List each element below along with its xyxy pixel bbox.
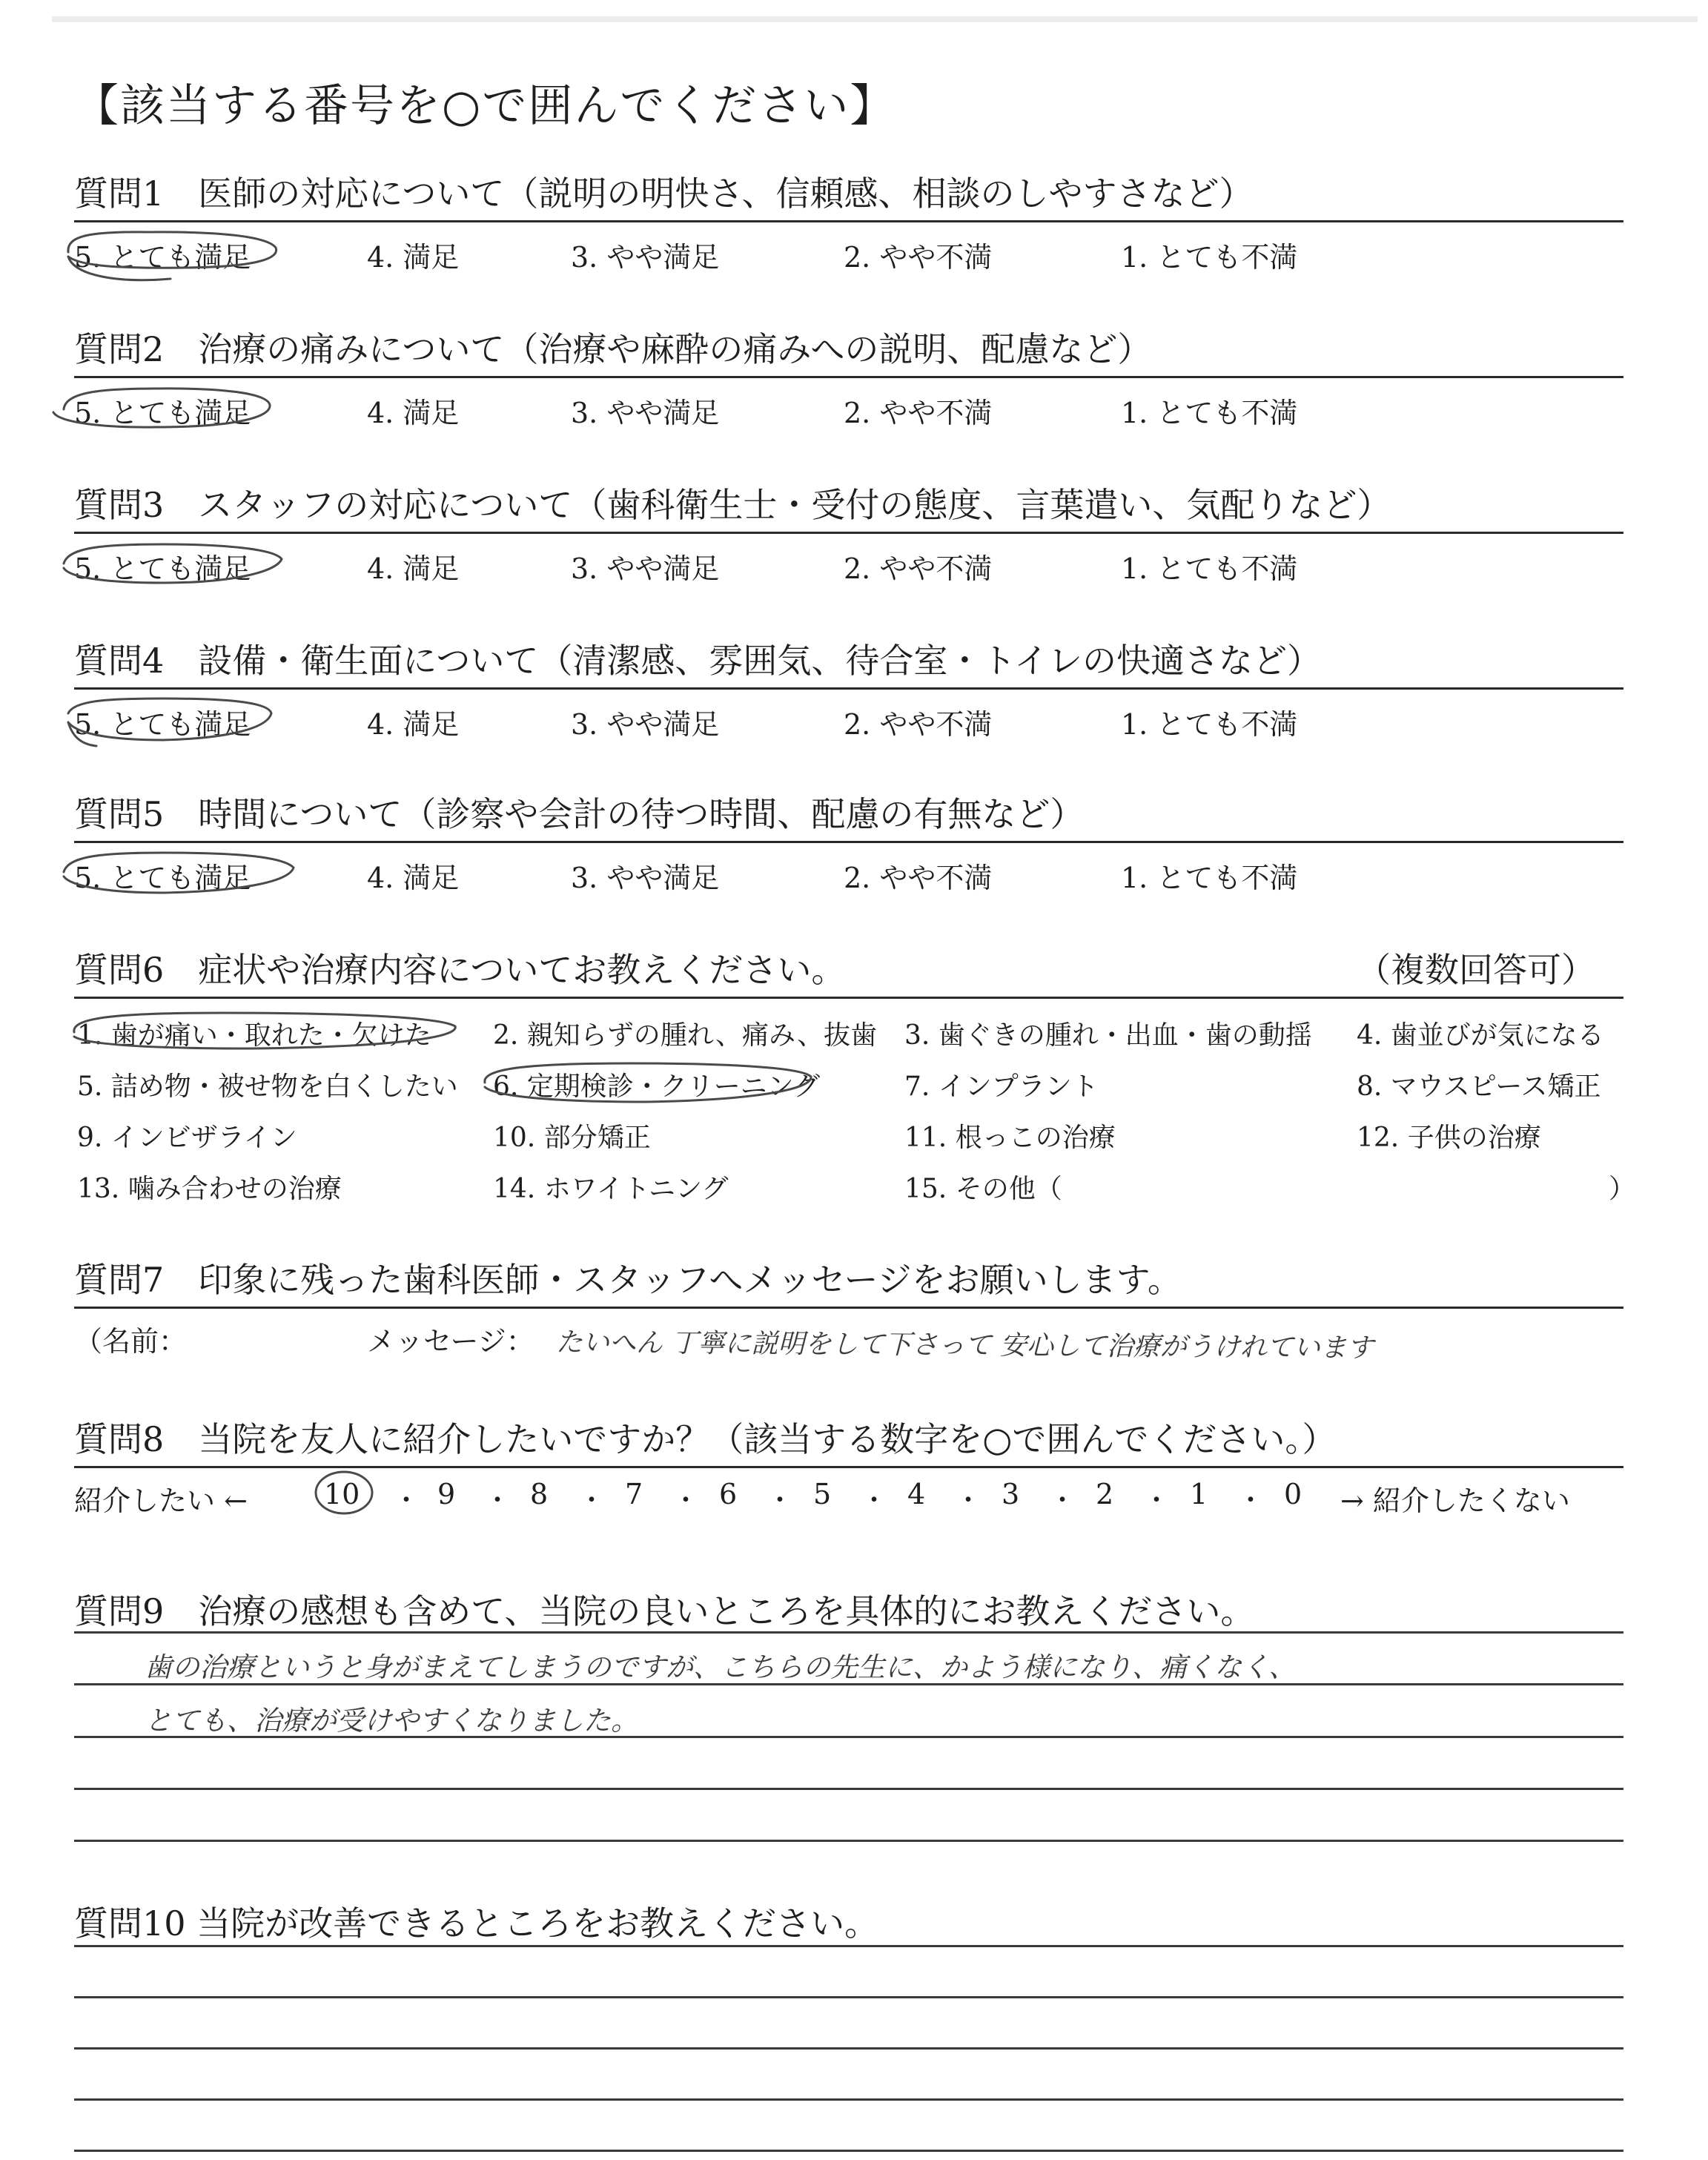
q3-selection-circle xyxy=(64,544,282,583)
scale-0[interactable]: 0 xyxy=(1284,1478,1302,1510)
q2-option-4[interactable]: 4. 満足 xyxy=(367,397,460,429)
scale-separator: ・ xyxy=(1237,1485,1265,1516)
q6-option-15-close: ） xyxy=(1609,1174,1636,1204)
question-4-title: 質問4 設備・衛生面について（清潔感、雰囲気、待合室・トイレの快適さなど） xyxy=(74,641,1322,681)
question-8-title: 質問8 当院を友人に紹介したいですか？（該当する数字を○で囲んでください。） xyxy=(74,1419,1337,1459)
multiple-answers-note: （複数回答可） xyxy=(1357,950,1595,990)
q3-option-2[interactable]: 2. やや不満 xyxy=(844,552,993,585)
handwritten-answer-line-1: 歯の治療というと身がまえてしまうのですが、こちらの先生に、かよう様になり、痛くなく、 xyxy=(145,1651,1297,1683)
q6-option-4[interactable]: 4. 歯並びが気になる xyxy=(1357,1020,1604,1051)
q4-option-3[interactable]: 3. やや満足 xyxy=(571,708,720,741)
q4-option-1[interactable]: 1. とても不満 xyxy=(1121,708,1298,741)
q6-option-1[interactable]: 1. 歯が痛い・取れた・欠けた xyxy=(77,1020,431,1051)
q6-option-3[interactable]: 3. 歯ぐきの腫れ・出血・歯の動揺 xyxy=(904,1020,1312,1051)
q4-option-5[interactable]: 5. とても満足 xyxy=(74,708,251,741)
q1-selection-circle xyxy=(68,232,277,280)
question-7-title: 質問7 印象に残った歯科医師・スタッフへメッセージをお願いします。 xyxy=(74,1260,1182,1300)
scale-1[interactable]: 1 xyxy=(1190,1478,1208,1510)
q3-option-5[interactable]: 5. とても満足 xyxy=(74,552,251,585)
scale-separator: ・ xyxy=(578,1485,606,1516)
q1-option-4[interactable]: 4. 満足 xyxy=(367,241,460,274)
q5-option-2[interactable]: 2. やや不満 xyxy=(844,862,993,894)
q2-option-1[interactable]: 1. とても不満 xyxy=(1121,397,1298,429)
q6-option-10[interactable]: 10. 部分矯正 xyxy=(493,1123,651,1153)
recommend-left-label: 紹介したい ← xyxy=(74,1484,248,1517)
q1-option-3[interactable]: 3. やや満足 xyxy=(571,241,720,274)
question-10-title: 質問10 当院が改善できるところをお教えください。 xyxy=(74,1903,879,1943)
q2-selection-circle xyxy=(53,389,270,427)
q2-option-2[interactable]: 2. やや不満 xyxy=(844,397,993,429)
scale-separator: ・ xyxy=(861,1485,888,1516)
scale-7[interactable]: 7 xyxy=(625,1478,643,1510)
scale-separator: ・ xyxy=(1049,1485,1076,1516)
q6-option-15[interactable]: 15. その他（ xyxy=(904,1174,1062,1204)
scale-9[interactable]: 9 xyxy=(437,1478,456,1510)
q6-option-8[interactable]: 8. マウスピース矯正 xyxy=(1357,1071,1601,1102)
q6-option-2[interactable]: 2. 親知らずの腫れ、痛み、抜歯 xyxy=(493,1020,878,1051)
scale-separator: ・ xyxy=(672,1485,700,1516)
scale-separator: ・ xyxy=(484,1485,512,1516)
scale-5[interactable]: 5 xyxy=(813,1478,832,1510)
q2-option-5[interactable]: 5. とても満足 xyxy=(74,397,251,429)
q3-option-1[interactable]: 1. とても不満 xyxy=(1121,552,1298,585)
scale-6[interactable]: 6 xyxy=(719,1478,738,1510)
question-6-title: 質問6 症状や治療内容についてお教えください。 xyxy=(74,950,846,990)
scale-separator: ・ xyxy=(393,1485,420,1516)
form-heading: 【該当する番号を○で囲んでください】 xyxy=(74,80,896,132)
handwritten-message: たいへん 丁寧に説明をして下さって 安心して治療がうけれています xyxy=(555,1327,1374,1364)
scale-separator: ・ xyxy=(955,1485,982,1516)
q6-option-14[interactable]: 14. ホワイトニング xyxy=(493,1174,729,1204)
scale-separator: ・ xyxy=(1143,1485,1171,1516)
q6-option-7[interactable]: 7. インプラント xyxy=(904,1071,1099,1102)
q5-option-4[interactable]: 4. 満足 xyxy=(367,862,460,894)
q6-option-6[interactable]: 6. 定期検診・クリーニング xyxy=(493,1071,821,1102)
question-2-title: 質問2 治療の痛みについて（治療や麻酔の痛みへの説明、配慮など） xyxy=(74,329,1152,369)
q1-option-1[interactable]: 1. とても不満 xyxy=(1121,241,1298,274)
q3-option-3[interactable]: 3. やや満足 xyxy=(571,552,720,585)
q6-option1-selection-circle xyxy=(74,1013,455,1048)
q1-option-5[interactable]: 5. とても満足 xyxy=(74,241,251,274)
scale-2[interactable]: 2 xyxy=(1096,1478,1114,1510)
q6-option-5[interactable]: 5. 詰め物・被せ物を白くしたい xyxy=(77,1071,458,1102)
q5-selection-circle xyxy=(64,853,294,893)
q6-option-12[interactable]: 12. 子供の治療 xyxy=(1357,1123,1541,1153)
scale-10[interactable]: 10 xyxy=(324,1478,360,1510)
q4-option-4[interactable]: 4. 満足 xyxy=(367,708,460,741)
q3-option-4[interactable]: 4. 満足 xyxy=(367,552,460,585)
q2-option-3[interactable]: 3. やや満足 xyxy=(571,397,720,429)
q8-selection-circle xyxy=(316,1472,372,1513)
message-label: メッセージ： xyxy=(367,1325,534,1358)
question-1-title: 質問1 医師の対応について（説明の明快さ、信頼感、相談のしやすさなど） xyxy=(74,174,1254,214)
question-5-title: 質問5 時間について（診察や会計の待つ時間、配慮の有無など） xyxy=(74,794,1085,834)
recommend-right-label: → 紹介したくない xyxy=(1340,1484,1570,1517)
q4-option-2[interactable]: 2. やや不満 xyxy=(844,708,993,741)
scale-separator: ・ xyxy=(767,1485,794,1516)
question-3-title: 質問3 スタッフの対応について（歯科衛生士・受付の態度、言葉遣い、気配りなど） xyxy=(74,485,1391,525)
name-label: （名前： xyxy=(74,1325,188,1358)
scale-4[interactable]: 4 xyxy=(907,1478,926,1510)
q4-selection-circle xyxy=(68,698,271,746)
q5-option-5[interactable]: 5. とても満足 xyxy=(74,862,251,894)
q6-option-13[interactable]: 13. 噛み合わせの治療 xyxy=(77,1174,342,1204)
q5-option-1[interactable]: 1. とても不満 xyxy=(1121,862,1298,894)
q6-option6-selection-circle xyxy=(485,1063,811,1102)
scale-3[interactable]: 3 xyxy=(1002,1478,1020,1510)
q6-option-11[interactable]: 11. 根っこの治療 xyxy=(904,1123,1116,1153)
question-9-title: 質問9 治療の感想も含めて、当院の良いところを具体的にお教えください。 xyxy=(74,1591,1255,1631)
q6-option-9[interactable]: 9. インビザライン xyxy=(77,1123,297,1153)
q1-option-2[interactable]: 2. やや不満 xyxy=(844,241,993,274)
q5-option-3[interactable]: 3. やや満足 xyxy=(571,862,720,894)
handwritten-answer-line-2: とても、治療が受けやすくなりました。 xyxy=(145,1705,638,1737)
scale-8[interactable]: 8 xyxy=(530,1478,549,1510)
